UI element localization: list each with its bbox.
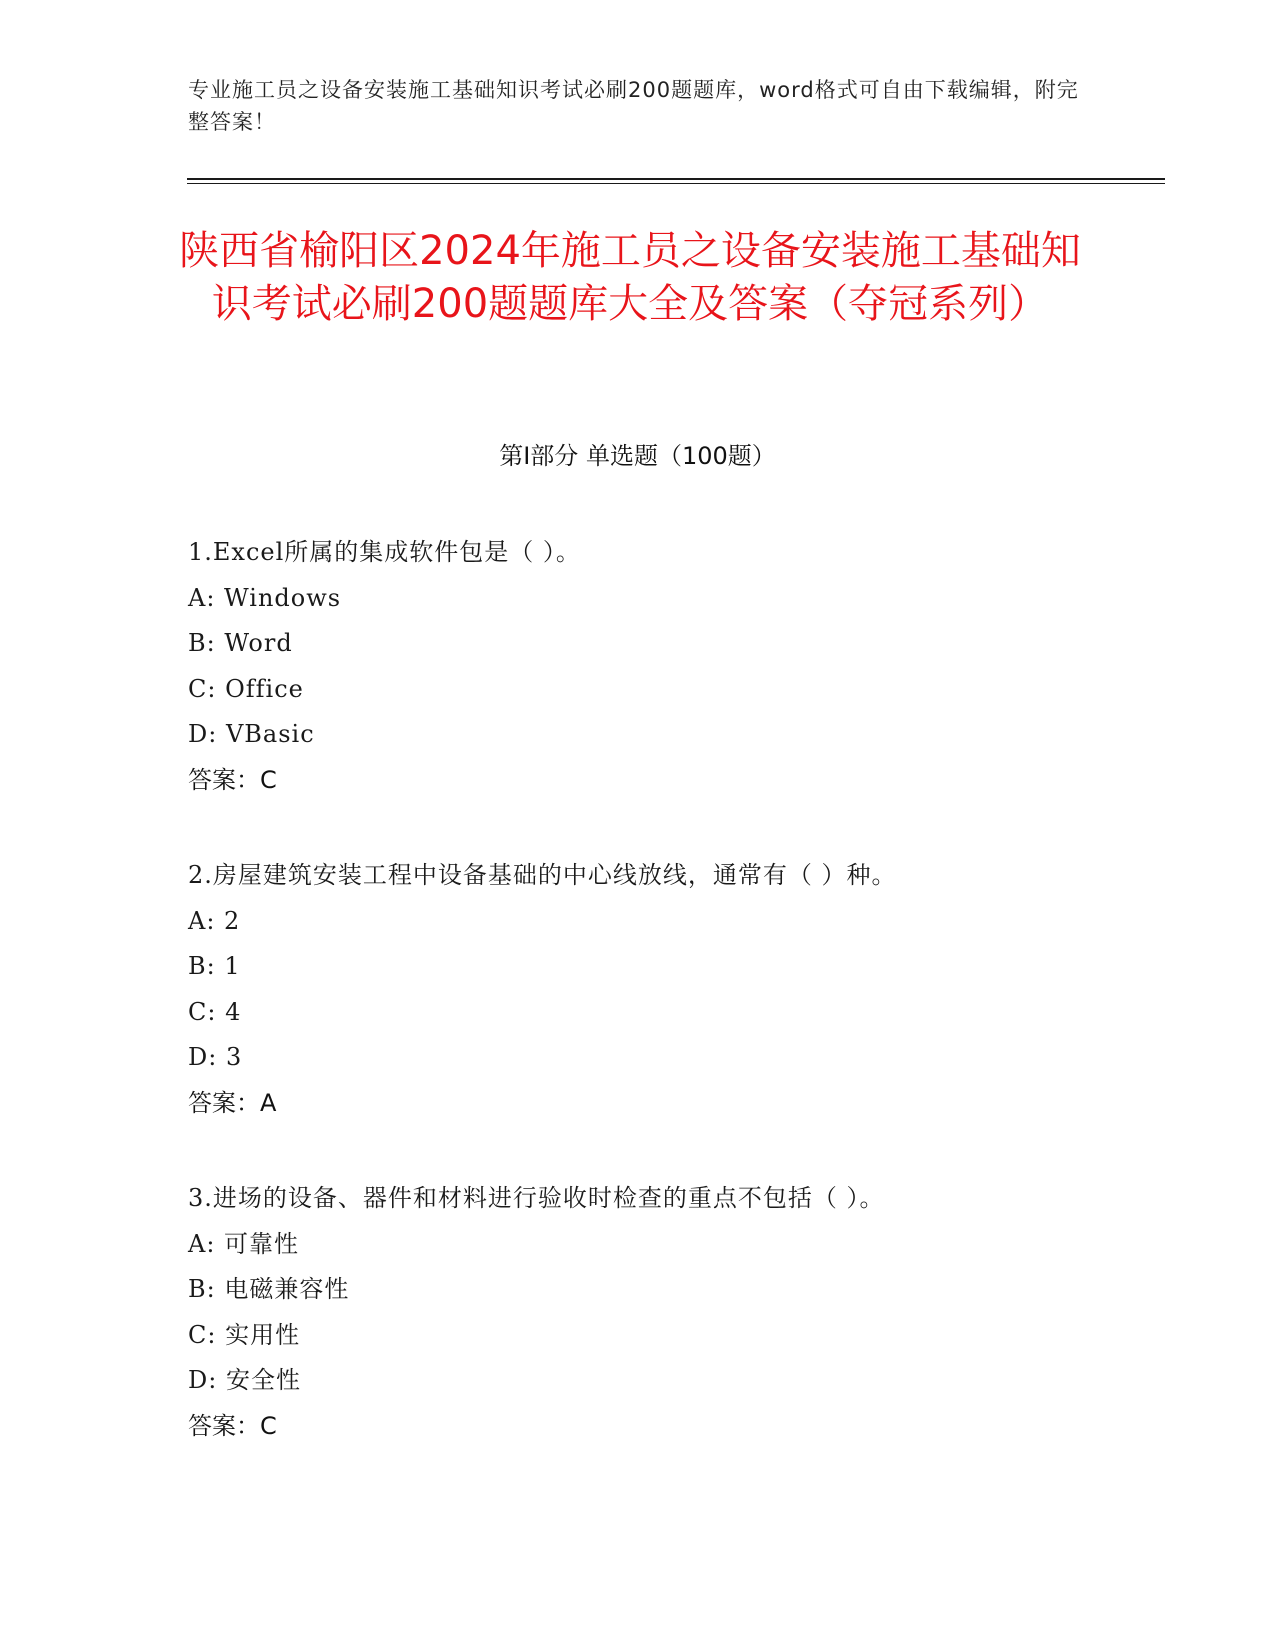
question-stem: 1.Excel所属的集成软件包是（ ）。	[188, 538, 581, 566]
option-c: C: 4	[188, 997, 242, 1026]
answer: 答案：A	[188, 1088, 277, 1117]
question-stem: 3.进场的设备、器件和材料进行验收时检查的重点不包括（ ）。	[188, 1184, 885, 1212]
section-heading: 第Ⅰ部分 单选题（100题）	[499, 442, 776, 470]
option-a: A: 2	[188, 906, 241, 935]
header-divider-thick	[187, 178, 1165, 180]
question-list	[188, 530, 1148, 1499]
option-b: B: Word	[188, 629, 293, 657]
question-stem: 2.房屋建筑安装工程中设备基础的中心线放线，通常有（ ）种。	[188, 861, 897, 889]
header-divider-thin	[187, 183, 1165, 184]
answer: 答案：C	[188, 1411, 277, 1440]
question-3	[188, 1176, 1148, 1449]
option-a: A: Windows	[188, 583, 342, 612]
option-d: D: 3	[188, 1043, 243, 1071]
option-c: C: 实用性	[188, 1320, 301, 1349]
header-note: 专业施工员之设备安装施工基础知识考试必刷200题题库，word格式可自由下载编辑，附完整答案！	[188, 78, 1079, 134]
option-a: A: 可靠性	[188, 1229, 300, 1258]
option-b: B: 电磁兼容性	[188, 1275, 350, 1303]
option-d: D: VBasic	[188, 720, 315, 748]
question-2	[188, 853, 1148, 1126]
option-c: C: Office	[188, 674, 304, 703]
option-d: D: 安全性	[188, 1366, 301, 1394]
question-1	[188, 530, 1148, 803]
document-title: 陕西省榆阳区2024年施工员之设备安装施工基础知识考试必刷200题题库大全及答案（夺冠系列）	[179, 228, 1081, 327]
option-b: B: 1	[188, 952, 241, 980]
answer: 答案：C	[188, 765, 277, 794]
